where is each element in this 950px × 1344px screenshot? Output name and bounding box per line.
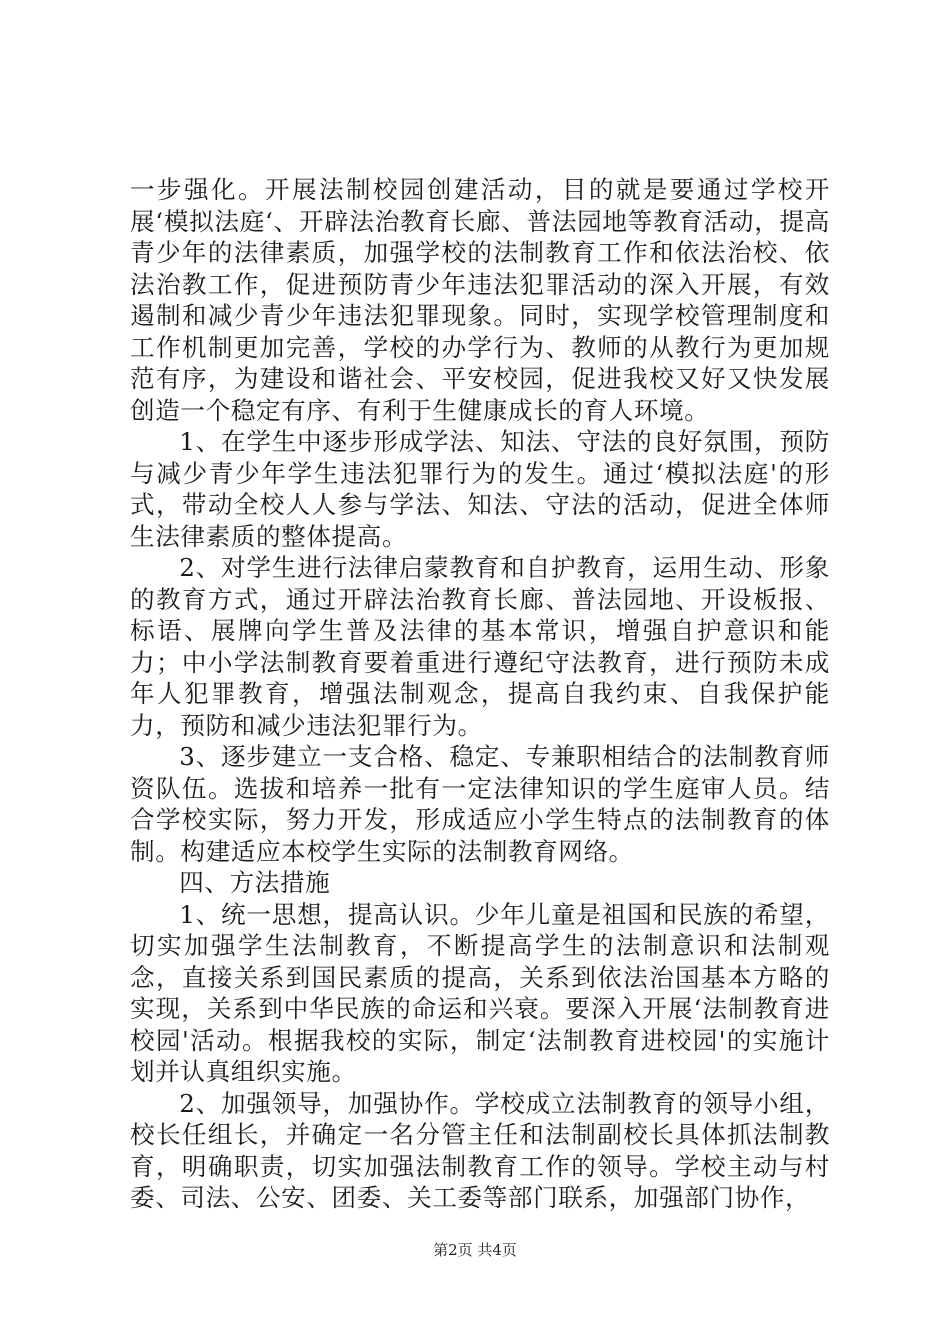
document-body xyxy=(130,174,830,1214)
paragraph-method-2: 2、加强领导，加强协作。学校成立法制教育的领导小组，校长任组长，并确定一名分管主任和法制副校长具体抓法制教育，明确职责，切实加强法制教育工作的领导。学校主动与村委、司法、公安、团委、关工委等部门联系，加强部门协作， xyxy=(130,1088,830,1212)
paragraph-intro-continuation: 一步强化。开展法制校园创建活动，目的就是要通过学校开展‘模拟法庭‘、开辟法治教育长廊、普法园地等教育活动，提高青少年的法律素质，加强学校的法制教育工作和依法治校、依法治教工作，促进预防青少年违法犯罪活动的深入开展，有效遏制和减少青少年违法犯罪现象。同时，实现学校管理制度和工作机制更加完善，学校的办学行为、教师的从教行为更加规范有序，为建设和谐社会、平安校园，促进我校又好又快发展创造一个稳定有序、有利于生健康成长的育人环境。 xyxy=(130,175,830,425)
paragraph-method-1: 1、统一思想，提高认识。少年儿童是祖国和民族的希望，切实加强学生法制教育，不断提高学生的法制意识和法制观念，直接关系到国民素质的提高，关系到依法治国基本方略的实现，关系到中华民族的命运和兴衰。要深入开展‘法制教育进校园'活动。根据我校的实际，制定‘法制教育进校园'的实施计划并认真组织实施。 xyxy=(130,899,830,1086)
section-heading-methods: 四、方法措施 xyxy=(179,868,331,897)
paragraph-goal-3: 3、逐步建立一支合格、稳定、专兼职相结合的法制教育师资队伍。选拔和培养一批有一定法律知识的学生庭审人员。结合学校实际，努力开发，形成适应小学生特点的法制教育的体制。构建适应本校学生实际的法制教育网络。 xyxy=(130,742,830,866)
paragraph-goal-2: 2、对学生进行法律启蒙教育和自护教育，运用生动、形象的教育方式，通过开辟法治教育长廊、普法园地、开设板报、标语、展牌向学生普及法律的基本常识，增强自护意识和能力；中小学法制教育要着重进行遵纪守法教育，进行预防未成年人犯罪教育，增强法制观念，提高自我约束、自我保护能力，预防和减少违法犯罪行为。 xyxy=(130,553,830,740)
paragraph-goal-1: 1、在学生中逐步形成学法、知法、守法的良好氛围，预防与减少青少年学生违法犯罪行为的发生。通过‘模拟法庭'的形式，带动全校人人参与学法、知法、守法的活动，促进全体师生法律素质的整体提高。 xyxy=(130,427,830,551)
page-number-footer: 第2页 共4页 xyxy=(433,1241,517,1259)
